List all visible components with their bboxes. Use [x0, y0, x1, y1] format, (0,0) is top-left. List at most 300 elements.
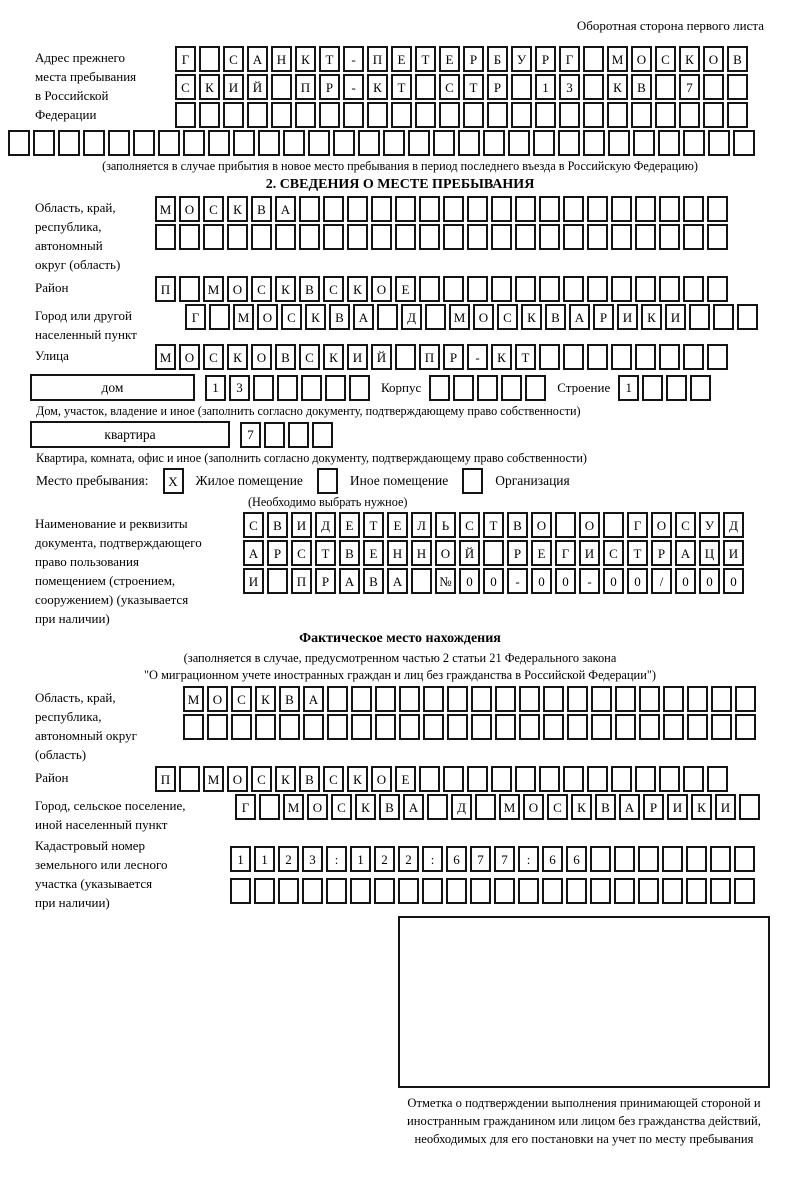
char-box[interactable]: [443, 224, 464, 250]
char-box[interactable]: 2: [398, 846, 419, 872]
char-box[interactable]: [525, 375, 546, 401]
char-box[interactable]: [519, 686, 540, 712]
char-box[interactable]: С: [203, 344, 224, 370]
char-box[interactable]: [333, 130, 355, 156]
char-box[interactable]: Й: [371, 344, 392, 370]
char-box[interactable]: Т: [415, 46, 436, 72]
char-box[interactable]: [639, 714, 660, 740]
char-box[interactable]: К: [571, 794, 592, 820]
char-box[interactable]: 6: [446, 846, 467, 872]
char-box[interactable]: Г: [185, 304, 206, 330]
char-box[interactable]: [491, 766, 512, 792]
char-box[interactable]: [663, 686, 684, 712]
char-box[interactable]: [583, 46, 604, 72]
char-box[interactable]: [511, 74, 532, 100]
char-box[interactable]: [638, 878, 659, 904]
char-box[interactable]: [703, 102, 724, 128]
char-box[interactable]: [611, 224, 632, 250]
char-box[interactable]: О: [179, 344, 200, 370]
char-box[interactable]: [734, 878, 755, 904]
char-box[interactable]: К: [275, 276, 296, 302]
char-box[interactable]: [33, 130, 55, 156]
char-box[interactable]: И: [617, 304, 638, 330]
char-box[interactable]: [615, 714, 636, 740]
char-box[interactable]: В: [339, 540, 360, 566]
char-box[interactable]: Е: [363, 540, 384, 566]
char-box[interactable]: [458, 130, 480, 156]
char-box[interactable]: О: [179, 196, 200, 222]
char-box[interactable]: К: [521, 304, 542, 330]
char-box[interactable]: [535, 102, 556, 128]
char-box[interactable]: [395, 344, 416, 370]
char-box[interactable]: [735, 714, 756, 740]
char-box[interactable]: [633, 130, 655, 156]
char-box[interactable]: Е: [339, 512, 360, 538]
char-box[interactable]: [583, 102, 604, 128]
char-box[interactable]: О: [227, 276, 248, 302]
char-box[interactable]: М: [155, 196, 176, 222]
char-box[interactable]: Д: [401, 304, 422, 330]
char-box[interactable]: К: [641, 304, 662, 330]
char-box[interactable]: И: [579, 540, 600, 566]
char-box[interactable]: [515, 766, 536, 792]
char-box[interactable]: [8, 130, 30, 156]
char-box[interactable]: П: [419, 344, 440, 370]
char-box[interactable]: Р: [267, 540, 288, 566]
char-box[interactable]: [477, 375, 498, 401]
char-box[interactable]: [398, 878, 419, 904]
char-box[interactable]: [734, 846, 755, 872]
char-box[interactable]: [319, 102, 340, 128]
char-box[interactable]: [737, 304, 758, 330]
char-box[interactable]: Р: [651, 540, 672, 566]
char-box[interactable]: [375, 714, 396, 740]
char-box[interactable]: В: [363, 568, 384, 594]
char-box[interactable]: [683, 130, 705, 156]
char-box[interactable]: 3: [302, 846, 323, 872]
char-box[interactable]: [475, 794, 496, 820]
char-box[interactable]: С: [331, 794, 352, 820]
char-box[interactable]: Е: [439, 46, 460, 72]
char-box[interactable]: [487, 102, 508, 128]
char-box[interactable]: [429, 375, 450, 401]
char-box[interactable]: О: [473, 304, 494, 330]
char-box[interactable]: Р: [535, 46, 556, 72]
char-box[interactable]: [539, 766, 560, 792]
char-box[interactable]: [687, 714, 708, 740]
char-box[interactable]: С: [439, 74, 460, 100]
char-box[interactable]: [299, 224, 320, 250]
char-box[interactable]: К: [275, 766, 296, 792]
char-box[interactable]: [351, 714, 372, 740]
char-box[interactable]: В: [595, 794, 616, 820]
char-box[interactable]: [422, 878, 443, 904]
char-box[interactable]: [611, 344, 632, 370]
char-box[interactable]: К: [355, 794, 376, 820]
char-box[interactable]: 0: [723, 568, 744, 594]
char-box[interactable]: [312, 422, 333, 448]
char-box[interactable]: [323, 224, 344, 250]
char-box[interactable]: [208, 130, 230, 156]
char-box[interactable]: Р: [463, 46, 484, 72]
char-box[interactable]: 0: [603, 568, 624, 594]
char-box[interactable]: И: [667, 794, 688, 820]
char-box[interactable]: [351, 686, 372, 712]
char-box[interactable]: [383, 130, 405, 156]
char-box[interactable]: 6: [542, 846, 563, 872]
char-box[interactable]: [415, 102, 436, 128]
char-box[interactable]: [427, 794, 448, 820]
char-box[interactable]: 0: [627, 568, 648, 594]
char-box[interactable]: Т: [463, 74, 484, 100]
char-box[interactable]: [539, 196, 560, 222]
char-box[interactable]: [735, 686, 756, 712]
char-box[interactable]: [491, 224, 512, 250]
char-box[interactable]: [558, 130, 580, 156]
char-box[interactable]: [555, 512, 576, 538]
char-box[interactable]: С: [251, 276, 272, 302]
char-box[interactable]: [683, 766, 704, 792]
char-box[interactable]: [495, 686, 516, 712]
char-box[interactable]: [278, 878, 299, 904]
residential-checkbox[interactable]: X: [163, 468, 184, 494]
char-box[interactable]: А: [619, 794, 640, 820]
char-box[interactable]: В: [275, 344, 296, 370]
char-box[interactable]: [603, 512, 624, 538]
char-box[interactable]: [374, 878, 395, 904]
char-box[interactable]: [108, 130, 130, 156]
char-box[interactable]: И: [223, 74, 244, 100]
char-box[interactable]: К: [227, 344, 248, 370]
char-box[interactable]: [443, 276, 464, 302]
char-box[interactable]: [542, 878, 563, 904]
char-box[interactable]: [58, 130, 80, 156]
char-box[interactable]: Н: [411, 540, 432, 566]
char-box[interactable]: [327, 686, 348, 712]
char-box[interactable]: [467, 276, 488, 302]
char-box[interactable]: О: [651, 512, 672, 538]
char-box[interactable]: [395, 196, 416, 222]
char-box[interactable]: В: [279, 686, 300, 712]
char-box[interactable]: П: [367, 46, 388, 72]
char-box[interactable]: [543, 686, 564, 712]
char-box[interactable]: [566, 878, 587, 904]
char-box[interactable]: [471, 686, 492, 712]
char-box[interactable]: [511, 102, 532, 128]
char-box[interactable]: Н: [271, 46, 292, 72]
char-box[interactable]: А: [243, 540, 264, 566]
char-box[interactable]: [326, 878, 347, 904]
char-box[interactable]: [375, 686, 396, 712]
char-box[interactable]: Г: [235, 794, 256, 820]
char-box[interactable]: [308, 130, 330, 156]
char-box[interactable]: М: [155, 344, 176, 370]
char-box[interactable]: Б: [487, 46, 508, 72]
char-box[interactable]: [271, 74, 292, 100]
char-box[interactable]: -: [507, 568, 528, 594]
char-box[interactable]: [659, 196, 680, 222]
char-box[interactable]: [508, 130, 530, 156]
char-box[interactable]: С: [299, 344, 320, 370]
char-box[interactable]: [686, 878, 707, 904]
char-box[interactable]: [635, 766, 656, 792]
char-box[interactable]: С: [323, 276, 344, 302]
char-box[interactable]: [663, 714, 684, 740]
char-box[interactable]: [295, 102, 316, 128]
char-box[interactable]: Д: [723, 512, 744, 538]
char-box[interactable]: [635, 196, 656, 222]
char-box[interactable]: О: [207, 686, 228, 712]
char-box[interactable]: К: [607, 74, 628, 100]
char-box[interactable]: [395, 224, 416, 250]
char-box[interactable]: М: [607, 46, 628, 72]
char-box[interactable]: [686, 846, 707, 872]
char-box[interactable]: [515, 196, 536, 222]
char-box[interactable]: [350, 878, 371, 904]
char-box[interactable]: [543, 714, 564, 740]
char-box[interactable]: [662, 846, 683, 872]
char-box[interactable]: [255, 714, 276, 740]
char-box[interactable]: [491, 276, 512, 302]
char-box[interactable]: [659, 224, 680, 250]
char-box[interactable]: [467, 196, 488, 222]
char-box[interactable]: [559, 102, 580, 128]
char-box[interactable]: [443, 766, 464, 792]
char-box[interactable]: 1: [230, 846, 251, 872]
char-box[interactable]: Е: [395, 276, 416, 302]
char-box[interactable]: [539, 224, 560, 250]
char-box[interactable]: А: [275, 196, 296, 222]
char-box[interactable]: А: [569, 304, 590, 330]
char-box[interactable]: В: [267, 512, 288, 538]
char-box[interactable]: [391, 102, 412, 128]
char-box[interactable]: [447, 714, 468, 740]
char-box[interactable]: [662, 878, 683, 904]
char-box[interactable]: [563, 196, 584, 222]
char-box[interactable]: [470, 878, 491, 904]
char-box[interactable]: [642, 375, 663, 401]
char-box[interactable]: [199, 46, 220, 72]
char-box[interactable]: [563, 344, 584, 370]
char-box[interactable]: Т: [319, 46, 340, 72]
char-box[interactable]: [707, 766, 728, 792]
char-box[interactable]: И: [243, 568, 264, 594]
char-box[interactable]: К: [679, 46, 700, 72]
char-box[interactable]: [519, 714, 540, 740]
char-box[interactable]: [419, 276, 440, 302]
char-box[interactable]: В: [299, 766, 320, 792]
char-box[interactable]: [179, 766, 200, 792]
char-box[interactable]: [275, 224, 296, 250]
char-box[interactable]: [707, 196, 728, 222]
char-box[interactable]: К: [691, 794, 712, 820]
char-box[interactable]: Л: [411, 512, 432, 538]
char-box[interactable]: [231, 714, 252, 740]
char-box[interactable]: Т: [515, 344, 536, 370]
char-box[interactable]: [703, 74, 724, 100]
char-box[interactable]: С: [547, 794, 568, 820]
char-box[interactable]: У: [699, 512, 720, 538]
char-box[interactable]: 3: [229, 375, 250, 401]
char-box[interactable]: И: [347, 344, 368, 370]
char-box[interactable]: [251, 224, 272, 250]
char-box[interactable]: Д: [315, 512, 336, 538]
char-box[interactable]: С: [497, 304, 518, 330]
char-box[interactable]: Ь: [435, 512, 456, 538]
char-box[interactable]: [327, 714, 348, 740]
char-box[interactable]: Е: [391, 46, 412, 72]
char-box[interactable]: П: [155, 276, 176, 302]
char-box[interactable]: [711, 714, 732, 740]
char-box[interactable]: Г: [627, 512, 648, 538]
char-box[interactable]: [227, 224, 248, 250]
char-box[interactable]: [615, 686, 636, 712]
char-box[interactable]: [358, 130, 380, 156]
char-box[interactable]: [259, 794, 280, 820]
char-box[interactable]: А: [387, 568, 408, 594]
char-box[interactable]: [433, 130, 455, 156]
char-box[interactable]: [727, 74, 748, 100]
char-box[interactable]: Р: [507, 540, 528, 566]
char-box[interactable]: Р: [443, 344, 464, 370]
char-box[interactable]: -: [467, 344, 488, 370]
char-box[interactable]: 1: [535, 74, 556, 100]
char-box[interactable]: В: [727, 46, 748, 72]
char-box[interactable]: [658, 130, 680, 156]
char-box[interactable]: К: [255, 686, 276, 712]
char-box[interactable]: С: [655, 46, 676, 72]
char-box[interactable]: [655, 102, 676, 128]
char-box[interactable]: Е: [387, 512, 408, 538]
char-box[interactable]: [659, 344, 680, 370]
char-box[interactable]: [415, 74, 436, 100]
char-box[interactable]: [207, 714, 228, 740]
char-box[interactable]: С: [175, 74, 196, 100]
char-box[interactable]: Т: [315, 540, 336, 566]
char-box[interactable]: О: [523, 794, 544, 820]
char-box[interactable]: 7: [240, 422, 261, 448]
char-box[interactable]: [443, 196, 464, 222]
char-box[interactable]: О: [307, 794, 328, 820]
char-box[interactable]: [183, 130, 205, 156]
char-box[interactable]: О: [251, 344, 272, 370]
char-box[interactable]: [483, 130, 505, 156]
char-box[interactable]: П: [155, 766, 176, 792]
char-box[interactable]: [467, 224, 488, 250]
char-box[interactable]: [708, 130, 730, 156]
char-box[interactable]: 1: [205, 375, 226, 401]
char-box[interactable]: Т: [391, 74, 412, 100]
char-box[interactable]: [567, 714, 588, 740]
char-box[interactable]: С: [243, 512, 264, 538]
char-box[interactable]: [608, 130, 630, 156]
char-box[interactable]: О: [257, 304, 278, 330]
char-box[interactable]: [583, 130, 605, 156]
char-box[interactable]: 0: [675, 568, 696, 594]
char-box[interactable]: [539, 276, 560, 302]
char-box[interactable]: И: [723, 540, 744, 566]
char-box[interactable]: -: [343, 74, 364, 100]
char-box[interactable]: О: [371, 276, 392, 302]
char-box[interactable]: Й: [459, 540, 480, 566]
char-box[interactable]: [303, 714, 324, 740]
char-box[interactable]: [739, 794, 760, 820]
char-box[interactable]: О: [579, 512, 600, 538]
char-box[interactable]: [631, 102, 652, 128]
char-box[interactable]: [446, 878, 467, 904]
char-box[interactable]: [713, 304, 734, 330]
char-box[interactable]: [567, 686, 588, 712]
char-box[interactable]: [399, 686, 420, 712]
char-box[interactable]: [590, 878, 611, 904]
char-box[interactable]: [683, 344, 704, 370]
char-box[interactable]: [279, 714, 300, 740]
char-box[interactable]: [683, 224, 704, 250]
char-box[interactable]: [254, 878, 275, 904]
char-box[interactable]: [467, 766, 488, 792]
char-box[interactable]: 7: [494, 846, 515, 872]
char-box[interactable]: [347, 224, 368, 250]
char-box[interactable]: С: [281, 304, 302, 330]
char-box[interactable]: 1: [618, 375, 639, 401]
char-box[interactable]: [611, 766, 632, 792]
char-box[interactable]: М: [203, 766, 224, 792]
char-box[interactable]: [377, 304, 398, 330]
char-box[interactable]: [233, 130, 255, 156]
char-box[interactable]: [447, 686, 468, 712]
char-box[interactable]: С: [675, 512, 696, 538]
char-box[interactable]: [587, 276, 608, 302]
char-box[interactable]: О: [435, 540, 456, 566]
char-box[interactable]: И: [715, 794, 736, 820]
char-box[interactable]: 2: [278, 846, 299, 872]
char-box[interactable]: [209, 304, 230, 330]
char-box[interactable]: [179, 276, 200, 302]
char-box[interactable]: [638, 846, 659, 872]
char-box[interactable]: [203, 224, 224, 250]
char-box[interactable]: О: [631, 46, 652, 72]
char-box[interactable]: Р: [487, 74, 508, 100]
char-box[interactable]: [471, 714, 492, 740]
char-box[interactable]: Ц: [699, 540, 720, 566]
char-box[interactable]: [283, 130, 305, 156]
char-box[interactable]: К: [295, 46, 316, 72]
char-box[interactable]: К: [347, 766, 368, 792]
char-box[interactable]: [371, 196, 392, 222]
char-box[interactable]: [491, 196, 512, 222]
char-box[interactable]: [230, 878, 251, 904]
char-box[interactable]: [183, 714, 204, 740]
char-box[interactable]: [343, 102, 364, 128]
char-box[interactable]: [518, 878, 539, 904]
char-box[interactable]: Е: [395, 766, 416, 792]
char-box[interactable]: Р: [319, 74, 340, 100]
char-box[interactable]: [463, 102, 484, 128]
char-box[interactable]: [683, 276, 704, 302]
char-box[interactable]: [247, 102, 268, 128]
char-box[interactable]: [687, 686, 708, 712]
char-box[interactable]: [587, 344, 608, 370]
char-box[interactable]: [419, 766, 440, 792]
char-box[interactable]: Г: [175, 46, 196, 72]
char-box[interactable]: [707, 344, 728, 370]
char-box[interactable]: С: [203, 196, 224, 222]
char-box[interactable]: [614, 878, 635, 904]
char-box[interactable]: В: [299, 276, 320, 302]
char-box[interactable]: Р: [643, 794, 664, 820]
char-box[interactable]: 3: [559, 74, 580, 100]
char-box[interactable]: :: [326, 846, 347, 872]
